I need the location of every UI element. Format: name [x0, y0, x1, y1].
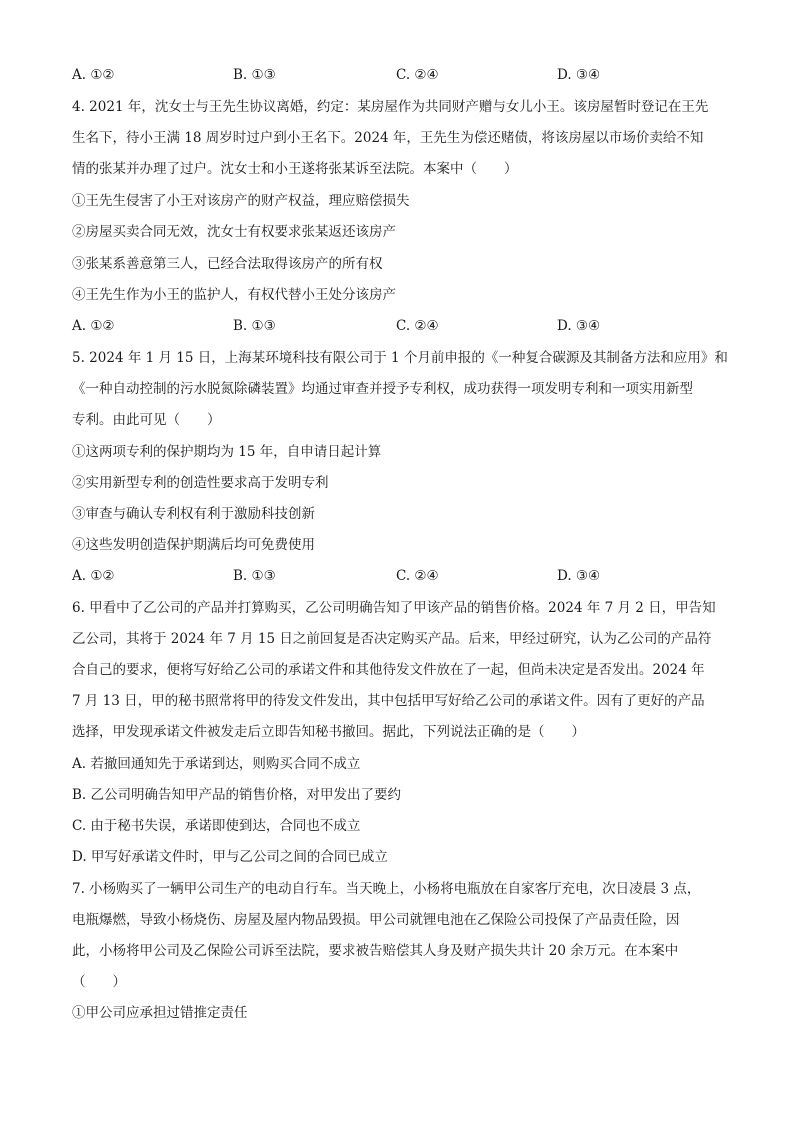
option-c[interactable]: C. ②④ — [396, 568, 439, 584]
question-5-stem-line: 《一种自动控制的污水脱氮除磷装置》均通过审查并授予专利权，成功获得一项发明专利和一项实用新型 — [72, 381, 693, 397]
option-b[interactable]: B. ①③ — [233, 318, 276, 334]
question-7-stem-line: 电瓶爆燃，导致小杨烧伤、房屋及屋内物品毁损。甲公司就锂电池在乙保险公司投保了产品责任险，因 — [72, 912, 680, 928]
question-4-statement: ②房屋买卖合同无效，沈女士有权要求张某返还该房产 — [72, 224, 396, 240]
option-d[interactable]: D. ③④ — [557, 67, 601, 83]
question-5-stem-line: 专利。由此可见（ ） — [72, 412, 221, 428]
option-b[interactable]: B. ①③ — [233, 67, 276, 83]
option-c[interactable]: C. ②④ — [396, 318, 439, 334]
q3-options — [72, 65, 732, 85]
question-6-stem-line: 选择，甲发现承诺文件被发走后立即告知秘书撤回。据此，下列说法正确的是（ ） — [72, 724, 585, 740]
question-5-statement: ①这两项专利的保护期均为 15 年，自申请日起计算 — [72, 444, 382, 460]
question-7-stem-line: 此，小杨将甲公司及乙保险公司诉至法院，要求被告赔偿其人身及财产损失共计 20 余万元。在本案中 — [72, 943, 679, 959]
option-a[interactable]: A. ①② — [72, 568, 115, 584]
option-a[interactable]: A. ①② — [72, 318, 115, 334]
question-6-choice-b[interactable]: B. 乙公司明确告知甲产品的销售价格，对甲发出了要约 — [72, 787, 402, 803]
question-6-stem-line: 乙公司，其将于 2024 年 7 月 15 日之前回复是否决定购买产品。后来，甲经过研究，认为乙公司的产品符 — [72, 631, 712, 647]
option-c[interactable]: C. ②④ — [396, 67, 439, 83]
question-6-choice-c[interactable]: C. 由于秘书失误，承诺即使到达，合同也不成立 — [72, 818, 361, 834]
question-7-statement: ①甲公司应承担过错推定责任 — [72, 1005, 248, 1021]
q4-options — [72, 316, 732, 336]
question-7-stem-line: 7. 小杨购买了一辆甲公司生产的电动自行车。当天晚上，小杨将电瓶放在自家客厅充电，次日凌晨 3 点， — [72, 881, 701, 897]
question-6-stem-line: 6. 甲看中了乙公司的产品并打算购买，乙公司明确告知了甲该产品的销售价格。2024 年 7 月 2 日，甲告知 — [72, 600, 716, 616]
question-6-choice-d[interactable]: D. 甲写好承诺文件时，甲与乙公司之间的合同已成立 — [72, 849, 388, 865]
question-4-stem-line: 情的张某并办理了过户。沈女士和小王遂将张某诉至法院。本案中（ ） — [72, 161, 518, 177]
q5-options — [72, 566, 732, 586]
question-4-stem-line: 4. 2021 年，沈女士与王先生协议离婚，约定：某房屋作为共同财产赠与女儿小王。该房屋暂时登记在王先 — [72, 99, 709, 115]
option-b[interactable]: B. ①③ — [233, 568, 276, 584]
question-5-statement: ③审查与确认专利权有利于激励科技创新 — [72, 506, 315, 522]
question-6-choice-a[interactable]: A. 若撤回通知先于承诺到达，则购买合同不成立 — [72, 756, 361, 772]
question-6-stem-line: 合自己的要求，便将写好给乙公司的承诺文件和其他待发文件放在了一起，但尚未决定是否发出。2024 年 — [72, 662, 705, 678]
option-d[interactable]: D. ③④ — [557, 568, 601, 584]
question-4-statement: ④王先生作为小王的监护人，有权代替小王处分该房产 — [72, 287, 396, 303]
question-4-stem-line: 生名下，待小王满 18 周岁时过户到小王名下。2024 年，王先生为偿还赌债，将该房屋以市场价卖给不知 — [72, 130, 704, 146]
question-6-stem-line: 7 月 13 日，甲的秘书照常将甲的待发文件发出，其中包括甲写好给乙公司的承诺文件。因有了更好的产品 — [72, 693, 705, 709]
question-7-stem-line: （ ） — [72, 974, 126, 990]
option-d[interactable]: D. ③④ — [557, 318, 601, 334]
question-4-statement: ①王先生侵害了小王对该房产的财产权益，理应赔偿损失 — [72, 193, 410, 209]
question-4-statement: ③张某系善意第三人，已经合法取得该房产的所有权 — [72, 256, 383, 272]
question-5-statement: ②实用新型专利的创造性要求高于发明专利 — [72, 475, 329, 491]
question-5-statement: ④这些发明创造保护期满后均可免费使用 — [72, 537, 315, 553]
option-a[interactable]: A. ①② — [72, 67, 115, 83]
question-5-stem-line: 5. 2024 年 1 月 15 日，上海某环境科技有限公司于 1 个月前申报的《一种复合碳源及其制备方法和应用》和 — [72, 350, 728, 366]
